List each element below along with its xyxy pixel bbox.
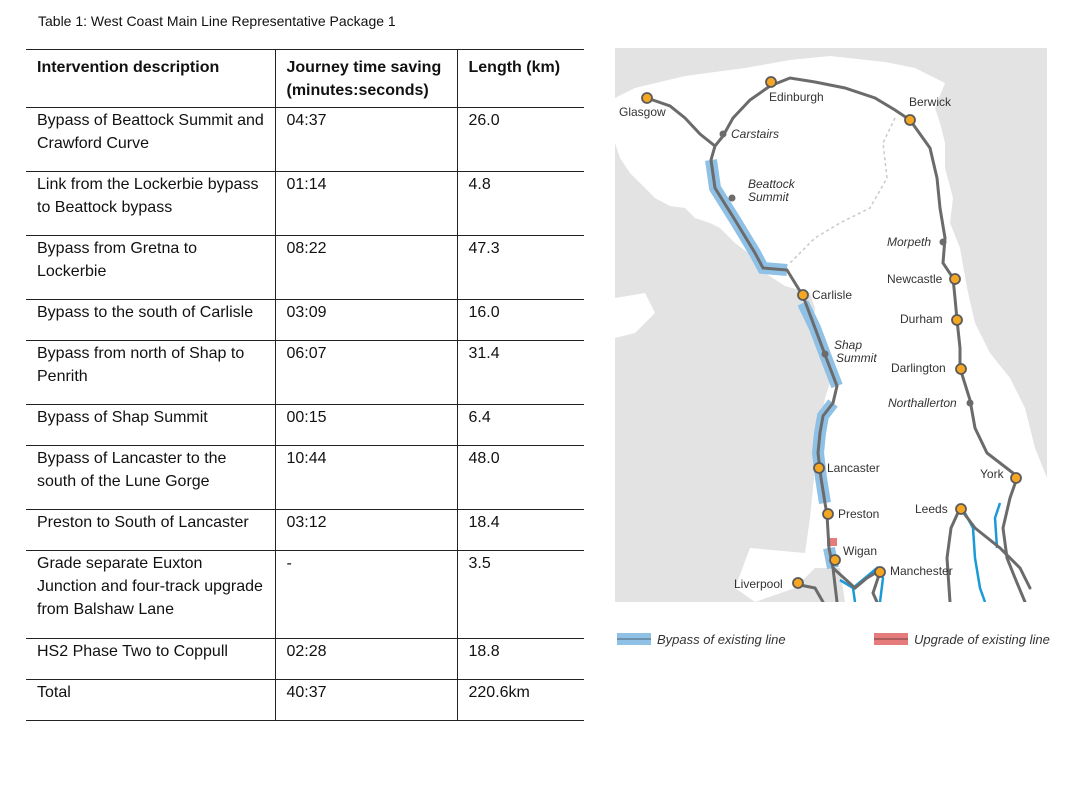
cell-journey-time: 02:28: [275, 639, 457, 680]
station-carlisle[interactable]: [798, 290, 808, 300]
header-intervention: Intervention description: [26, 50, 275, 108]
cell-description: Grade separate Euxton Junction and four-track upgrade from Balshaw Lane: [26, 551, 275, 639]
station-berwick[interactable]: [905, 115, 915, 125]
cell-journey-time: 00:15: [275, 405, 457, 446]
cell-length: 4.8: [457, 172, 584, 236]
table-row: [26, 405, 584, 446]
table-row: [26, 172, 584, 236]
label-berwick: Berwick: [909, 95, 952, 109]
cell-journey-time: 03:12: [275, 510, 457, 551]
label-glasgow: Glasgow: [619, 105, 666, 119]
shap-dot: [822, 351, 829, 358]
label-durham: Durham: [900, 312, 943, 326]
northallerton-dot: [967, 400, 974, 407]
cell-length: 220.6km: [457, 680, 584, 721]
station-lancaster[interactable]: [814, 463, 824, 473]
table-row: [26, 341, 584, 405]
total-row: [26, 680, 584, 721]
label-shap-line1: Shap: [834, 338, 863, 352]
cell-length: 47.3: [457, 236, 584, 300]
cell-description: Bypass of Lancaster to the south of the Lune Gorge: [26, 446, 275, 510]
table-row: [26, 446, 584, 510]
table-row: [26, 639, 584, 680]
cell-description: Total: [26, 680, 275, 721]
table-row: [26, 236, 584, 300]
legend-upgrade-swatch: [874, 633, 908, 645]
label-lancaster: Lancaster: [827, 461, 880, 475]
cell-length: 16.0: [457, 300, 584, 341]
label-beattock-line1: Beattock: [748, 177, 795, 191]
label-morpeth: Morpeth: [887, 235, 932, 249]
legend-bypass: [617, 630, 786, 648]
label-darlington: Darlington: [891, 361, 946, 375]
station-preston[interactable]: [823, 509, 833, 519]
cell-journey-time: 03:09: [275, 300, 457, 341]
cell-journey-time: 08:22: [275, 236, 457, 300]
label-manchester: Manchester: [890, 564, 953, 578]
carstairs-dot: [720, 131, 727, 138]
station-wigan[interactable]: [830, 555, 840, 565]
cell-length: 18.8: [457, 639, 584, 680]
table-caption: Table 1: West Coast Main Line Representative Package 1: [38, 13, 396, 29]
label-edinburgh: Edinburgh: [769, 90, 824, 104]
cell-length: 26.0: [457, 108, 584, 172]
station-york[interactable]: [1011, 473, 1021, 483]
route-map: [615, 48, 1047, 602]
morpeth-dot: [940, 239, 947, 246]
legend-upgrade: [874, 630, 1050, 648]
station-newcastle[interactable]: [950, 274, 960, 284]
cell-journey-time: 40:37: [275, 680, 457, 721]
station-durham[interactable]: [952, 315, 962, 325]
cell-journey-time: 01:14: [275, 172, 457, 236]
cell-description: Link from the Lockerbie bypass to Beattock bypass: [26, 172, 275, 236]
cell-length: 3.5: [457, 551, 584, 639]
table-row: [26, 108, 584, 172]
label-newcastle: Newcastle: [887, 272, 943, 286]
header-length: Length (km): [457, 50, 584, 108]
legend-upgrade-label: Upgrade of existing line: [914, 631, 1050, 647]
label-wigan: Wigan: [843, 544, 878, 558]
beattock-dot: [729, 195, 736, 202]
station-leeds[interactable]: [956, 504, 966, 514]
station-liverpool[interactable]: [793, 578, 803, 588]
label-preston: Preston: [838, 507, 880, 521]
cell-length: 48.0: [457, 446, 584, 510]
cell-length: 31.4: [457, 341, 584, 405]
table-row: [26, 510, 584, 551]
table-row: [26, 551, 584, 639]
cell-length: 6.4: [457, 405, 584, 446]
cell-description: Preston to South of Lancaster: [26, 510, 275, 551]
cell-journey-time: 06:07: [275, 341, 457, 405]
cell-journey-time: 04:37: [275, 108, 457, 172]
table-header-row: [26, 50, 584, 108]
table-row: [26, 300, 584, 341]
cell-description: Bypass from Gretna to Lockerbie: [26, 236, 275, 300]
label-carstairs: Carstairs: [731, 127, 780, 141]
station-edinburgh[interactable]: [766, 77, 776, 87]
label-york: York: [980, 467, 1004, 481]
cell-description: HS2 Phase Two to Coppull: [26, 639, 275, 680]
station-manchester[interactable]: [875, 567, 885, 577]
station-darlington[interactable]: [956, 364, 966, 374]
cell-description: Bypass from north of Shap to Penrith: [26, 341, 275, 405]
cell-description: Bypass to the south of Carlisle: [26, 300, 275, 341]
label-leeds: Leeds: [915, 502, 948, 516]
cell-journey-time: -: [275, 551, 457, 639]
legend-bypass-label: Bypass of existing line: [657, 631, 786, 647]
label-shap-line2: Summit: [836, 351, 877, 365]
cell-journey-time: 10:44: [275, 446, 457, 510]
label-northallerton: Northallerton: [888, 396, 957, 410]
label-beattock-line2: Summit: [748, 190, 789, 204]
cell-length: 18.4: [457, 510, 584, 551]
label-carlisle: Carlisle: [812, 288, 853, 302]
legend-bypass-swatch: [617, 633, 651, 645]
label-liverpool: Liverpool: [734, 577, 783, 591]
interventions-table: [26, 49, 584, 721]
station-glasgow[interactable]: [642, 93, 652, 103]
header-journey-time: Journey time saving (minutes:seconds): [275, 50, 457, 108]
cell-description: Bypass of Beattock Summit and Crawford Curve: [26, 108, 275, 172]
cell-description: Bypass of Shap Summit: [26, 405, 275, 446]
